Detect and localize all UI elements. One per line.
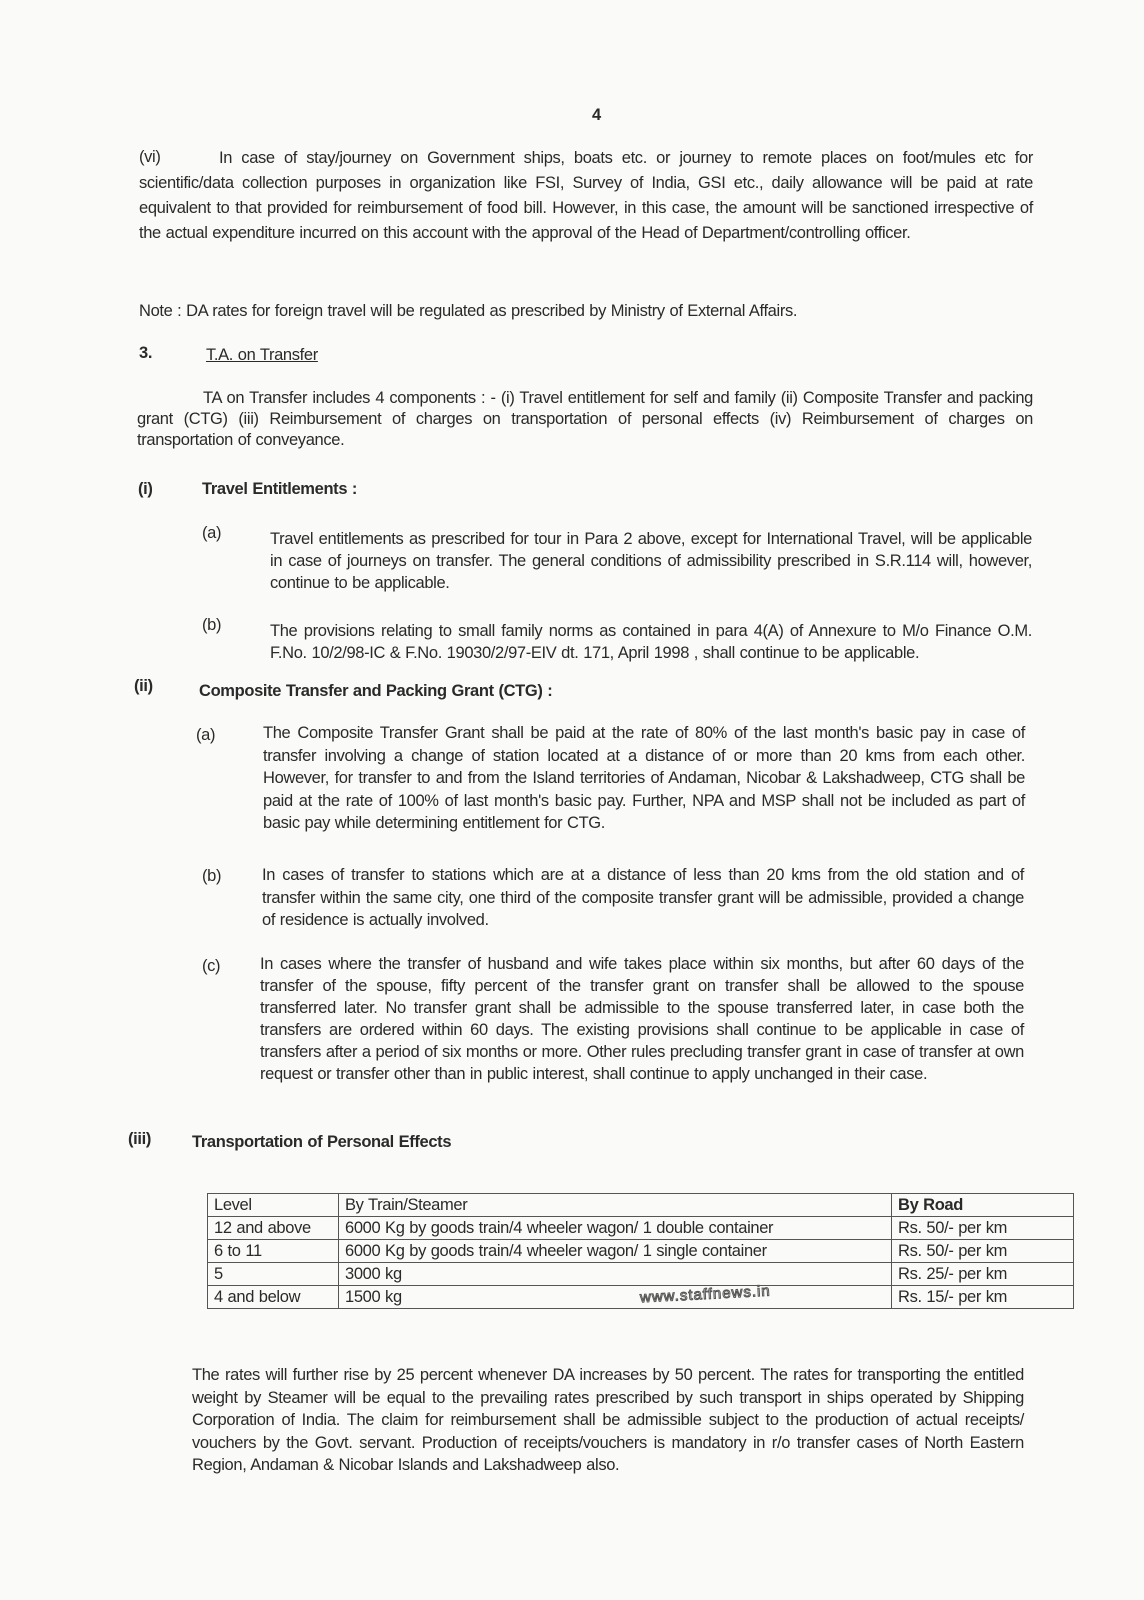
cell-road: Rs. 50/- per km bbox=[892, 1240, 1074, 1263]
table-header-row bbox=[208, 1194, 1074, 1217]
sub-i-a-text: Travel entitlements as prescribed for tour in Para 2 above, except for International Travel, will be applicable in case of journeys on transfer. The general conditions of admissibility prescribed in S.R.114 will, however, continue to be applicable. bbox=[270, 530, 1032, 592]
sub-ii-a-text: The Composite Transfer Grant shall be paid at the rate of 80% of the last month's basic pay in case of transfer involving a change of station located at a distance of or more than 20 kms from each other. However, for transfer to and from the Island territories of Andaman, Nicobar & Lakshadweep, CTG shall be paid at the rate of 100% of last month's basic pay. Further, NPA and MSP shall not be included as part of basic pay while determining entitlement for CTG. bbox=[263, 724, 1025, 832]
sub-i-b-text: The provisions relating to small family norms as contained in para 4(A) of Annexure to M/o Finance O.M. F.No. 10/2/98-IC & F.No. 19030/2/97-EIV dt. 171, April 1998 , shall continue to be applicable. bbox=[270, 622, 1032, 662]
sub-i-label: (i) bbox=[138, 480, 153, 498]
section-3-intro: TA on Transfer includes 4 components : - (i) Travel entitlement for self and family (ii) Composite Transfer and packing grant (CTG) (iii) Reimbursement of charges on transportation of personal effects (iv) Reimbursement of charges on transportation of conveyance. bbox=[137, 389, 1033, 449]
header-road: By Road bbox=[892, 1194, 1074, 1217]
section-3-number: 3. bbox=[139, 344, 153, 362]
cell-level: 6 to 11 bbox=[208, 1240, 339, 1263]
cell-road: Rs. 15/- per km bbox=[892, 1286, 1074, 1309]
cell-train: 1500 kg bbox=[339, 1286, 892, 1309]
sub-iii-title: Transportation of Personal Effects bbox=[192, 1133, 452, 1151]
watermark: www.staffnews.in bbox=[639, 1282, 772, 1307]
cell-road: Rs. 25/- per km bbox=[892, 1263, 1074, 1286]
table-row bbox=[208, 1217, 1074, 1240]
sub-iii-closing: The rates will further rise by 25 percent whenever DA increases by 50 percent. The rates for transporting the entitled weight by Steamer will be equal to the prevailing rates prescribed by such transport in ships operated by Shipping Corporation of India. The claim for reimbursement shall be admissible subject to the production of actual receipts/ vouchers by the Govt. servant. Production of receipts/vouchers is mandatory in r/o transfer cases of North Eastern Region, Andaman & Nicobar Islands and Lakshadweep also. bbox=[192, 1366, 1024, 1474]
sub-i-a-label: (a) bbox=[202, 524, 222, 542]
sub-ii-label: (ii) bbox=[134, 677, 153, 695]
sub-ii-c-text: In cases where the transfer of husband and wife takes place within six months, but after 60 days of the transfer of the spouse, fifty percent of the transfer grant on transfer shall be allowed to the spouse transferred later. No transfer grant shall be admissible to the spouse transferred later, in case both the transfers are ordered within 60 days. The existing provisions shall continue to be applicable in case of transfers after a period of six months or more. Other rules precluding transfer grant in case of transfer at own request or transfer other than in public interest, shall continue to apply unchanged in their case. bbox=[260, 955, 1024, 1083]
para-vi-text: In case of stay/journey on Government ships, boats etc. or journey to remote places on foot/mules etc for scientific/data collection purposes in organization like FSI, Survey of India, GSI etc., daily allowance will be paid at rate equivalent to that provided for reimbursement of food bill. However, in this case, the amount will be sanctioned irrespective of the actual expenditure incurred on this account with the approval of the Head of Department/controlling officer. bbox=[139, 149, 1033, 242]
cell-train: 3000 kg bbox=[339, 1263, 892, 1286]
note: Note : DA rates for foreign travel will be regulated as prescribed by Ministry of External Affairs. bbox=[139, 302, 798, 320]
header-level: Level bbox=[208, 1194, 339, 1217]
table-row bbox=[208, 1263, 1074, 1286]
sub-i-title: Travel Entitlements : bbox=[202, 480, 358, 498]
cell-level: 12 and above bbox=[208, 1217, 339, 1240]
sub-ii-b-text: In cases of transfer to stations which are at a distance of less than 20 kms from the old station and of transfer within the same city, one third of the composite transfer grant will be admissible, provided a change of residence is actually involved. bbox=[262, 866, 1024, 929]
section-3-title: T.A. on Transfer bbox=[206, 346, 318, 364]
cell-train: 6000 Kg by goods train/4 wheeler wagon/ 1 double container bbox=[339, 1217, 892, 1240]
sub-ii-b-label: (b) bbox=[202, 867, 222, 885]
cell-level: 5 bbox=[208, 1263, 339, 1286]
table-row bbox=[208, 1240, 1074, 1263]
sub-ii-a-label: (a) bbox=[196, 726, 216, 744]
page-number: 4 bbox=[592, 106, 601, 124]
sub-iii-label: (iii) bbox=[128, 1130, 151, 1148]
cell-level: 4 and below bbox=[208, 1286, 339, 1309]
sub-ii-c-label: (c) bbox=[202, 957, 221, 975]
para-vi-label: (vi) bbox=[139, 148, 161, 166]
sub-i-b-label: (b) bbox=[202, 616, 222, 634]
cell-train: 6000 Kg by goods train/4 wheeler wagon/ 1 single container bbox=[339, 1240, 892, 1263]
header-train: By Train/Steamer bbox=[339, 1194, 892, 1217]
sub-ii-title: Composite Transfer and Packing Grant (CTG) : bbox=[199, 682, 553, 700]
cell-road: Rs. 50/- per km bbox=[892, 1217, 1074, 1240]
